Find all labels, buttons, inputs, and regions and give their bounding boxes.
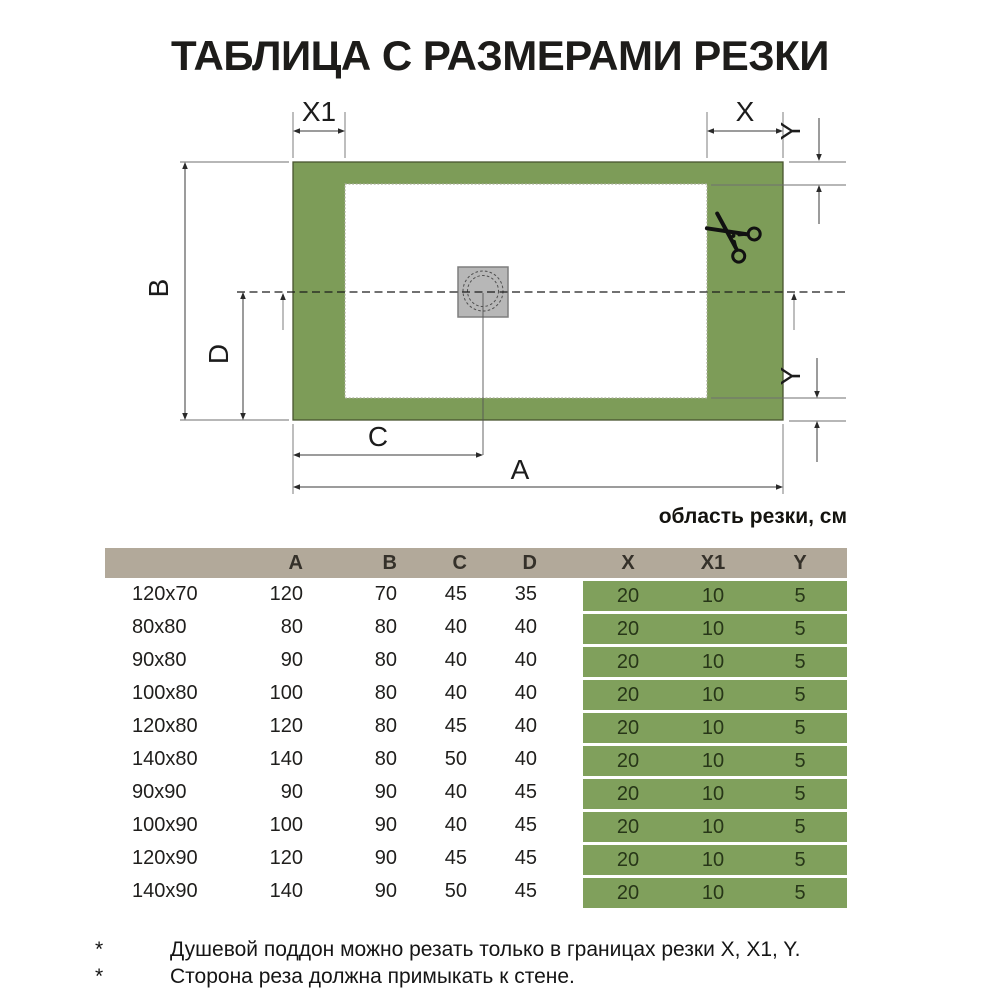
value-cell-y: 5: [753, 581, 847, 611]
value-cell-c: 40: [444, 814, 467, 836]
value-cell-d: 40: [514, 682, 537, 704]
value-cell-b: 80: [374, 748, 397, 770]
table-row: [105, 677, 847, 710]
size-cell: 80x80: [132, 616, 187, 638]
value-cell-x: 20: [583, 746, 673, 776]
value-cell-d: 40: [514, 649, 537, 671]
size-cell: 140x90: [132, 880, 198, 902]
value-cell-b: 80: [374, 649, 397, 671]
spacer-cell: [538, 809, 583, 842]
value-cell-x: 20: [583, 647, 673, 677]
value-cell-a: 120: [269, 583, 303, 605]
value-cell-x1: 10: [673, 878, 753, 908]
value-cell-c: 45: [444, 847, 467, 869]
dim-label-a: A: [510, 454, 530, 485]
value-cell-x: 20: [583, 878, 673, 908]
table-row: [105, 578, 847, 611]
table-row: [105, 710, 847, 743]
value-cell-x1: 10: [673, 713, 753, 743]
header-x1: X1: [700, 551, 726, 574]
footnotes: [95, 936, 800, 990]
spacer-cell: [538, 776, 583, 809]
footnote-marker: *: [95, 938, 104, 961]
value-cell-d: 35: [514, 583, 537, 605]
size-cell: 90x90: [132, 781, 187, 803]
value-cell-y: 5: [753, 845, 847, 875]
dim-a: [293, 424, 783, 494]
value-cell-x1: 10: [673, 647, 753, 677]
spacer-cell: [538, 677, 583, 710]
spacer-cell: [538, 611, 583, 644]
table-row: [105, 644, 847, 677]
value-cell-y: 5: [753, 779, 847, 809]
footnote-line: [95, 936, 800, 963]
header-d: D: [522, 551, 537, 574]
size-cell: 120x90: [132, 847, 198, 869]
value-cell-x: 20: [583, 680, 673, 710]
table-row: [105, 842, 847, 875]
size-cell: 120x80: [132, 715, 198, 737]
spacer-cell: [538, 842, 583, 875]
value-cell-x1: 10: [673, 581, 753, 611]
size-cell: 140x80: [132, 748, 198, 770]
header-y: Y: [793, 551, 807, 574]
value-cell-y: 5: [753, 680, 847, 710]
dim-label-b: B: [143, 278, 174, 298]
value-cell-a: 120: [269, 715, 303, 737]
dim-label-d: D: [203, 343, 234, 365]
size-cell: 120x70: [132, 583, 198, 605]
size-cell: 100x90: [132, 814, 198, 836]
value-cell-a: 90: [280, 781, 303, 803]
value-cell-d: 45: [514, 847, 537, 869]
dim-b: [143, 162, 289, 420]
dim-x: [707, 96, 783, 158]
value-cell-a: 140: [269, 748, 303, 770]
value-cell-b: 90: [374, 880, 397, 902]
dim-x1: [293, 96, 345, 158]
value-cell-x1: 10: [673, 680, 753, 710]
value-cell-a: 100: [269, 814, 303, 836]
dim-d: [203, 292, 286, 420]
value-cell-a: 90: [280, 649, 303, 671]
footnote-text: Сторона реза должна примыкать к стене.: [170, 965, 575, 988]
size-cell: 90x80: [132, 649, 187, 671]
value-cell-a: 80: [280, 616, 303, 638]
tray-inner-area: [345, 184, 707, 398]
value-cell-y: 5: [753, 614, 847, 644]
value-cell-c: 40: [444, 682, 467, 704]
footnote-marker: *: [95, 965, 104, 988]
table-row: [105, 611, 847, 644]
header-x: X: [621, 551, 635, 574]
value-cell-x1: 10: [673, 779, 753, 809]
dim-label-c: C: [367, 421, 389, 452]
size-table: [105, 548, 847, 908]
table-row: [105, 809, 847, 842]
header-b: B: [382, 551, 397, 574]
value-cell-b: 80: [374, 616, 397, 638]
table-header-row: [105, 548, 847, 578]
value-cell-c: 45: [444, 583, 467, 605]
page-title: ТАБЛИЦА С РАЗМЕРАМИ РЕЗКИ: [171, 32, 829, 79]
size-cell: 100x80: [132, 682, 198, 704]
spacer-cell: [538, 578, 583, 611]
value-cell-b: 80: [374, 682, 397, 704]
value-cell-x: 20: [583, 812, 673, 842]
header-c: C: [452, 551, 467, 574]
spacer-cell: [538, 710, 583, 743]
value-cell-c: 40: [444, 649, 467, 671]
dim-label-y-top: Y: [775, 121, 806, 141]
value-cell-x1: 10: [673, 614, 753, 644]
value-cell-b: 80: [374, 715, 397, 737]
value-cell-y: 5: [753, 647, 847, 677]
value-cell-d: 45: [514, 814, 537, 836]
dim-label-y-bottom: Y: [775, 366, 806, 386]
value-cell-y: 5: [753, 713, 847, 743]
centerline-tick-right: [791, 293, 797, 330]
value-cell-c: 50: [444, 748, 467, 770]
value-cell-a: 120: [269, 847, 303, 869]
value-cell-x: 20: [583, 614, 673, 644]
table-body: [105, 578, 847, 908]
footnote-text: Душевой поддон можно резать только в границах резки X, X1, Y.: [170, 938, 801, 961]
table-row: [105, 743, 847, 776]
value-cell-c: 45: [444, 715, 467, 737]
table-row: [105, 776, 847, 809]
value-cell-c: 50: [444, 880, 467, 902]
value-cell-d: 40: [514, 748, 537, 770]
value-cell-y: 5: [753, 746, 847, 776]
value-cell-d: 45: [514, 880, 537, 902]
value-cell-d: 40: [514, 715, 537, 737]
value-cell-x1: 10: [673, 746, 753, 776]
value-cell-x1: 10: [673, 845, 753, 875]
table-row: [105, 875, 847, 908]
value-cell-b: 70: [374, 583, 397, 605]
value-cell-a: 100: [269, 682, 303, 704]
value-cell-x: 20: [583, 845, 673, 875]
value-cell-x: 20: [583, 713, 673, 743]
spacer-cell: [538, 644, 583, 677]
value-cell-x1: 10: [673, 812, 753, 842]
dim-label-x1: X1: [301, 96, 337, 127]
header-a: A: [288, 551, 303, 574]
value-cell-x: 20: [583, 779, 673, 809]
footnote-line: [95, 963, 800, 990]
dim-c: [293, 421, 483, 494]
spacer-cell: [538, 875, 583, 908]
value-cell-b: 90: [374, 847, 397, 869]
cutting-area-label: область резки, см: [658, 505, 847, 528]
value-cell-x: 20: [583, 581, 673, 611]
header-spacer: [538, 548, 583, 578]
value-cell-b: 90: [374, 814, 397, 836]
value-cell-y: 5: [753, 878, 847, 908]
value-cell-b: 90: [374, 781, 397, 803]
value-cell-y: 5: [753, 812, 847, 842]
spacer-cell: [538, 743, 583, 776]
value-cell-d: 45: [514, 781, 537, 803]
value-cell-c: 40: [444, 616, 467, 638]
value-cell-a: 140: [269, 880, 303, 902]
header-size: [105, 548, 250, 578]
dim-label-x: X: [735, 96, 755, 127]
value-cell-c: 40: [444, 781, 467, 803]
value-cell-d: 40: [514, 616, 537, 638]
